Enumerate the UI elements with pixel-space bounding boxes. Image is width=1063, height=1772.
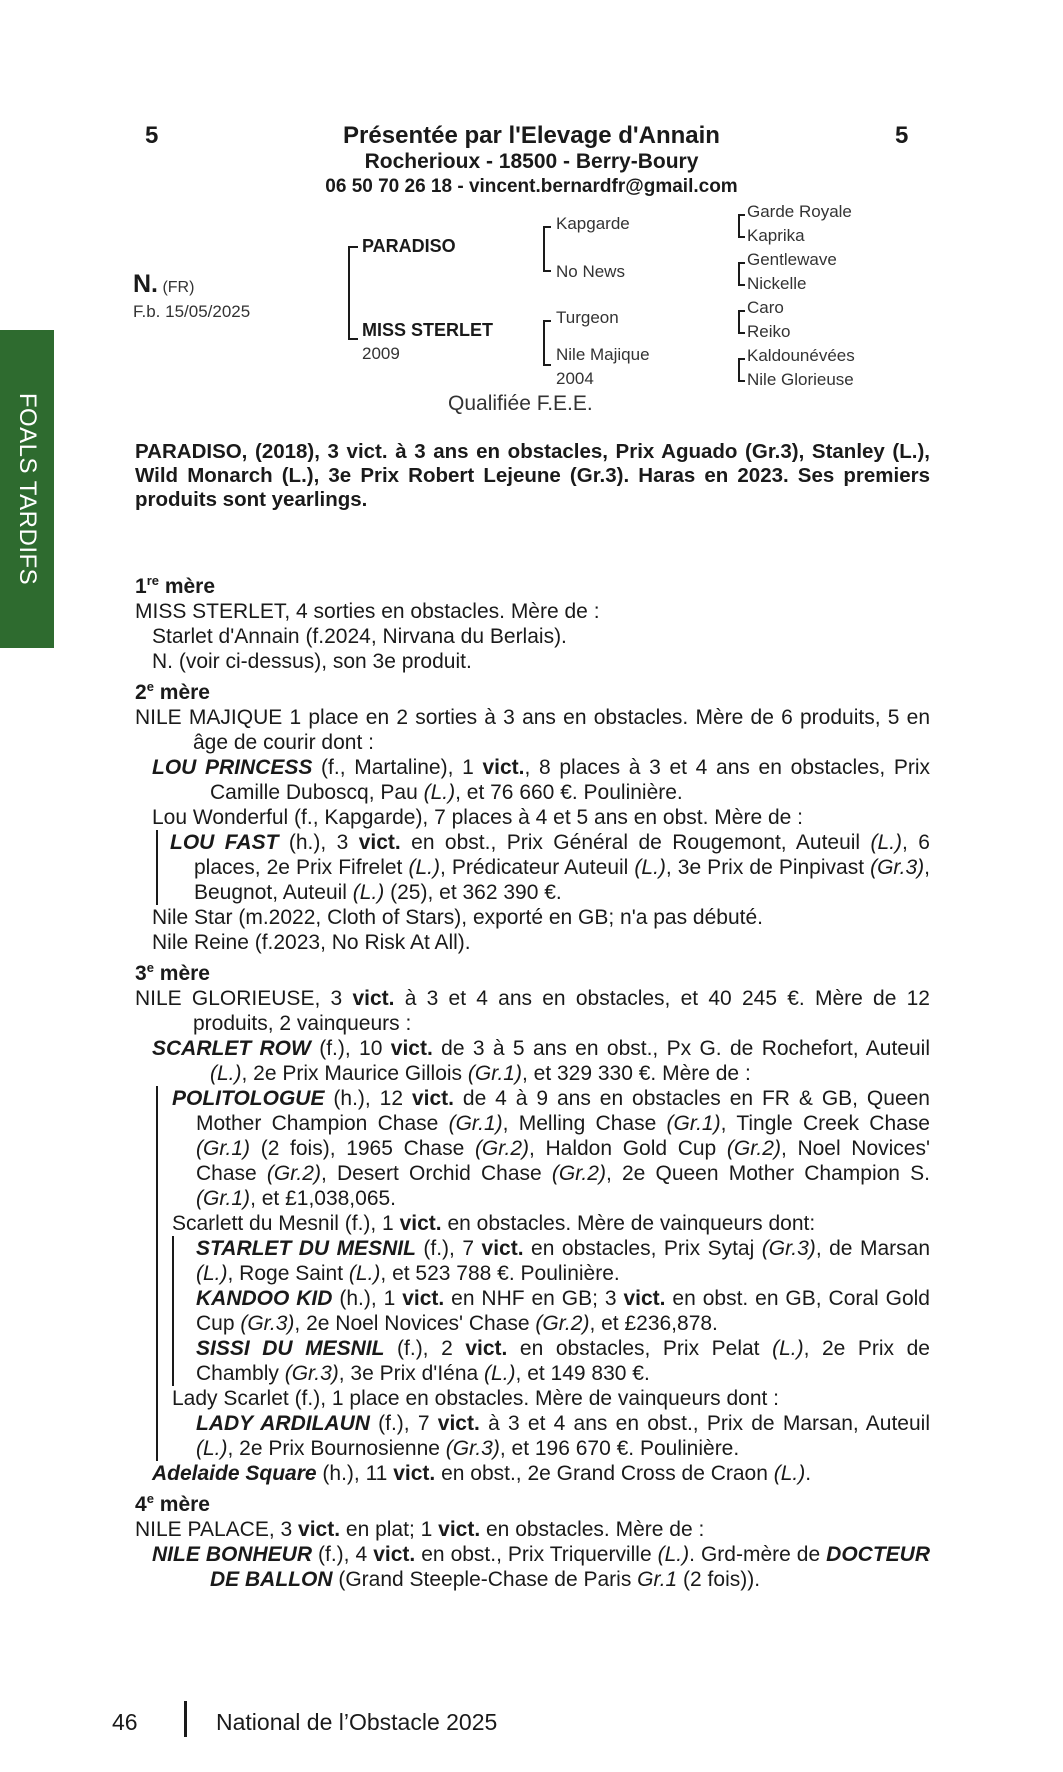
politologue-entry: POLITOLOGUE (h.), 12 vict. de 4 à 9 ans en obstacles en FR & GB, Queen Mother Champion Chase (Gr.1), Melling Chase (Gr.1), Tingle Creek Chase (Gr.1) (2 fois), 1965 Chase (Gr.2), Haldon Gold Cup (Gr.2), Noel Novices' Chase (Gr.2), Desert Orchid Chase (Gr.2), 2e Queen Mother Champion S.(Gr.1), et £1,038,065. [172,1087,930,1210]
heading-3e-mere: 3e mère [135,960,210,985]
nile-bonheur-entry: NILE BONHEUR (f.), 4 vict. en obst., Prix Triquerville (L.). Grd-mère de DOCTEUR DE BALLON (Grand Steeple-Chase de Paris Gr.1 (2 fois)). [152,1543,930,1591]
foal-name: N. (FR) [133,270,195,298]
sire-dam: No News [556,262,625,281]
adelaide-square-entry: Adelaide Square (h.), 11 vict. en obst., 2e Grand Cross de Craon (L.). [152,1462,812,1485]
lou-fast-entry: LOU FAST (h.), 3 vict. en obst., Prix Général de Rougemont, Auteuil (L.), 6 places, 2e Prix Fifrelet (L.), Prédicateur Auteuil (L.), 3e Prix de Pinpivast (Gr.3), Beugnot, Auteuil (L.) (25), et 362 390 €. [170,831,930,904]
ddd: Nile Glorieuse [747,370,854,389]
dds: Kaldounévées [747,346,855,365]
kandoo-kid-entry: KANDOO KID (h.), 1 vict. en NHF en GB; 3 vict. en obst. en GB, Coral Gold Cup (Gr.3), 2e Noel Novices' Chase (Gr.2), et £236,878. [196,1287,930,1335]
lady-ardilaun-entry: LADY ARDILAUN (f.), 7 vict. à 3 et 4 ans en obst., Prix de Marsan, Auteuil (L.), 2e Prix Bournosienne (Gr.3), et 196 670 €. Poulinière. [196,1412,930,1460]
sds: Gentlewave [747,250,837,269]
nile-star-entry: Nile Star (m.2022, Cloth of Stars), exporté en GB; n'a pas débuté. [152,906,763,929]
side-tab [0,330,54,648]
nile-reine-entry: Nile Reine (f.2023, No Risk At All). [152,931,471,954]
qualification: Qualifiée F.E.E. [448,392,593,415]
lot-number-left: 5 [145,122,159,149]
footer-title: National de l’Obstacle 2025 [216,1709,498,1735]
m3-line: NILE GLORIEUSE, 3 vict. à 3 et 4 ans en obstacles, et 40 245 €. Mère de 12 produits, 2 vainqueurs : [135,987,930,1035]
lou-wonderful-entry: Lou Wonderful (f., Kapgarde), 7 places à 4 et 5 ans en obst. Mère de : [152,806,803,829]
dam: MISS STERLET [362,320,494,340]
scarlet-row-entry: SCARLET ROW (f.), 10 vict. de 3 à 5 ans en obst., Px G. de Rochefort, Auteuil (L.), 2e Prix Maurice Gillois (Gr.1), et 329 330 €. Mère de : [152,1037,930,1085]
footer-divider [184,1701,187,1737]
m1-line: MISS STERLET, 4 sorties en obstacles. Mère de : [135,600,600,623]
dam-year: 2009 [362,344,400,363]
lady-scarlet-entry: Lady Scarlet (f.), 1 place en obstacles. Mère de vainqueurs dont : [172,1387,780,1410]
heading-1re-mere: 1re mère [135,573,216,598]
foal-info: F.b. 15/05/2025 [133,302,251,321]
sissi-du-mesnil-entry: SISSI DU MESNIL (f.), 2 vict. en obstacles, Prix Pelat (L.), 2e Prix de Chambly (Gr.3), 3e Prix d'Iéna (L.), et 149 830 €. [196,1337,930,1385]
sire-sire: Kapgarde [556,214,630,233]
presenter: Présentée par l'Elevage d'Annain [343,122,720,149]
lou-princess-entry: LOU PRINCESS (f., Martaline), 1 vict., 8 places à 3 et 4 ans en obstacles, Prix Camille Duboscq, Pau (L.), et 76 660 €. Poulinière. [152,756,930,804]
dam-sire: Turgeon [556,308,619,327]
scarlett-du-mesnil-entry: Scarlett du Mesnil (f.), 1 vict. en obstacles. Mère de vainqueurs dont: [172,1212,816,1235]
dsd: Reiko [747,322,791,341]
page-number: 46 [112,1709,138,1735]
sire: PARADISO [362,236,456,256]
address: Rocherioux - 18500 - Berry-Boury [364,150,699,173]
m1-product-1: Starlet d'Annain (f.2024, Nirvana du Berlais). [152,625,567,648]
contact: 06 50 70 26 18 - vincent.bernardfr@gmail.com [325,176,738,197]
heading-4e-mere: 4e mère [135,1491,210,1516]
m2-line: NILE MAJIQUE 1 place en 2 sorties à 3 ans en obstacles. Mère de 6 produits, 5 en âge de courir dont : [135,706,930,754]
m1-product-2: N. (voir ci-dessus), son 3e produit. [152,650,472,673]
dss: Caro [747,298,784,317]
dam-dam-year: 2004 [556,369,594,388]
starlet-du-mesnil-entry: STARLET DU MESNIL (f.), 7 vict. en obstacles, Prix Sytaj (Gr.3), de Marsan (L.), Roge Saint (L.), et 523 788 €. Poulinière. [196,1237,930,1285]
m4-line: NILE PALACE, 3 vict. en plat; 1 vict. en obstacles. Mère de : [135,1518,705,1541]
dam-line [135,568,930,1592]
heading-2e-mere: 2e mère [135,679,210,704]
ssd: Kaprika [747,226,805,245]
sire-summary: PARADISO, (2018), 3 vict. à 3 ans en obstacles, Prix Aguado (Gr.3), Stanley (L.), Wild Monarch (L.), 3e Prix Robert Lejeune (Gr.3). Haras en 2023. Ses premiers produits sont yearlings. [135,440,930,511]
sss: Garde Royale [747,202,852,221]
dam-dam: Nile Majique [556,345,650,364]
sdd: Nickelle [747,274,807,293]
lot-number-right: 5 [895,122,909,149]
side-tab-label: FOALS TARDIFS [14,392,41,586]
